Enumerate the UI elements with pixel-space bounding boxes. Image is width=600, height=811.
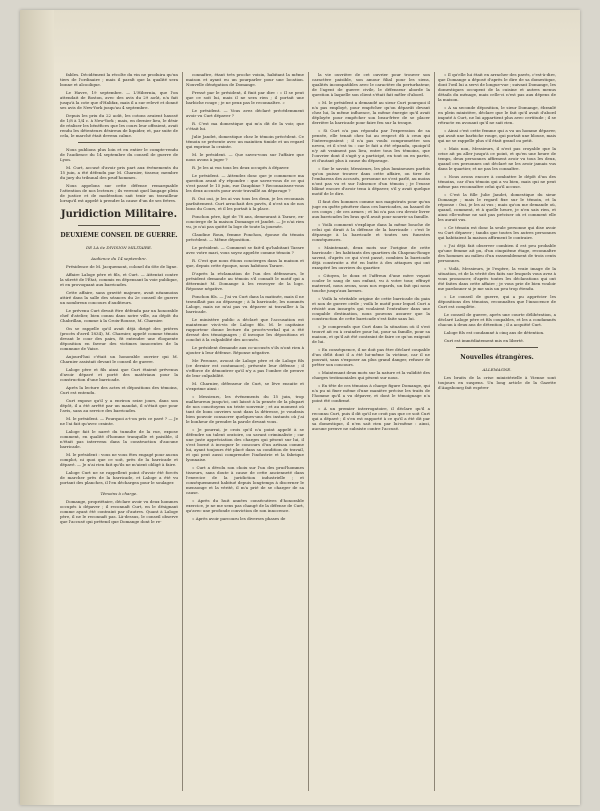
- paragraph: « Il qu'elle lui était en arracher des pavés, c'est-à-dire, que Domange a déposé d'après le dire de sa domestique, dont l'œil lui a servi de longue-vue ; suivant Domange, les domestiques occupent de la cuisine et autres menus détails du ménage, mais celle-ci n'est pas aux dépens de la maison.: [438, 72, 556, 102]
- paragraph: Pressé par le président, il finit par dire : « Il se peut que ce soit lui, mais il ne sera rien ; il portait une barbiche rouge ; je ne peux pas le reconnaître. »: [186, 90, 304, 105]
- paragraph: Claudine Roux, femme Ponchon, épouse du témoin précédent. — Même déposition.: [186, 232, 304, 242]
- paragraph: « Voilà la véritable origine de cette barricade du pain et non de guerre civile ; voilà le motif pour lequel Curt a résisté aux insurgés qui voulaient l'entraîner dans une coupable destination, nous pouvons assurer que la construction de cette barricade s'est faite sans lui.: [312, 296, 430, 321]
- paragraph: Nous publions plus loin et en entier le compte-rendu de l'audience du 14 septembre du conseil de guerre de Lyon.: [60, 147, 178, 162]
- paragraph: « A sa seconde déposition, le sieur Domange, ébranlé en plein ministère, déclare que le fait qu'il avait d'abord imputé à Curt, ne lui appartient plus avec certitude ; il se rétracte en avouant qu'il ne sait rien.: [438, 105, 556, 125]
- paragraph: Le ministère public a déclaré que l'accusation est maintenue vis-à-vis de Laloge fils. M. le capitaine rapporteur donne lecture du procès-verbal qui a été dressé des témoignages ; il invoque les dépositions et conclut à la culpabilité des accusés.: [186, 317, 304, 342]
- paragraph: M. le président : vous ne vous êtes engagé pour aucun complot, ni quoi que ce soit, près de la barricade et dépavé. — Je n'ai rien fait qu'ils ne m'aient obligé à faire.: [60, 452, 178, 467]
- paragraph: M. Curt, accusé d'avoir pris part aux événements du 15 juin, a été défendu par M. Charnier, tisseur, membre du jury du tribunal des prud'hommes.: [60, 165, 178, 180]
- paragraph: On se rappelle qu'il avait déjà dirigé des prières (procès d'avril 1834), M. Charnier, appelé comme témoin devant le cour des pairs, fit entendre une éloquente déposition en faveur des victimes innocentes de la commune de Vaise.: [60, 326, 178, 351]
- divider: [78, 142, 160, 143]
- paragraph: Laloge père et fils ainsi que Curt étaient prévenus d'avoir dépavé et porté des matériaux pour la construction d'une barricade.: [60, 367, 178, 382]
- paragraph: « En conséquence, il ne doit pas être déclaré coupable d'un délit dont il a été lui-même la victime, car il ne pouvait, sans s'exposer au plus grand danger, refuser de prêter son concours.: [312, 347, 430, 367]
- paragraph: « Maintenant deux mots sur la nature et la validité des charges testimoniales qui pèsent sur nous.: [312, 370, 430, 380]
- column-4: [438, 72, 556, 791]
- audience-date: Audience du 14 septembre.: [91, 256, 147, 261]
- paragraph: Le Havre, 19 septembre. — L'Hibernia, que l'on attendait de Boston, avec des avis du 29 août, n'a fait jusqu'à la cote que d'Halifax, mais il a sur relevé et donné ses avis de New-York jusqu'au 4 septembre.: [60, 90, 178, 110]
- divider: [78, 225, 160, 226]
- paragraph: « Citoyen, le doux et l'affreux d'une mère voyant couler le sang de son enfant, vu à votre tour, effrayé maternel, nous avons, sous nos regards, un fait qui nous touche jusqu'aux larmes.: [312, 273, 430, 293]
- paragraph: « En tête de ces témoins à charge figure Domange, qui n'a pu ni fixer même d'une manière précise les traits de l'homme qu'il a vu dépaver, et dont le témoignage n'a point été confirmé.: [312, 383, 430, 403]
- page-top-margin: [54, 10, 580, 68]
- paragraph: Me Perouze, avocat de Laloge père et de Laloge fils (ce dernier est contumace), présente leur défense ; il s'efforce de démontrer qu'il n'y a pas l'ombre de preuve de leur culpabilité.: [186, 358, 304, 378]
- paragraph: « Maintenant, deux mots sur l'origine de cette barricade : les habitants des quartiers du Chapeau-Rouge savent, d'après ce qui s'est passé, combien la barricade déjà construite a été en butte à des attaques qui ont exaspéré les ouvriers du quartier.: [312, 245, 430, 270]
- paragraph: Depuis les prix du 22 août, les cotons avaient haussé de 1/8 à 1/4 c. à New-York ; mais, en dernier lieu, le désir de réaliser les bénéfices que les cours leur offraient, avait rendu les détenteurs désireux de liquider, et, par suite de cela, le marché était devenu calme.: [60, 113, 178, 138]
- paragraph: Curt est immédiatement mis en liberté.: [444, 338, 525, 343]
- affaire-title: Affaire Laloge père et fils, et Curt. — Attentat contre la sûreté de l'État, commis en dépensant la voie publique, et en provoquant aux barricades.: [60, 272, 178, 287]
- paragraph: « Ainsi c'est cette femme qui a vu un homme dépaver, qui avait une barbiche rouge, qui portait une blouse, mais qui ne se rappelle plus s'il était grand ou petit.: [438, 128, 556, 143]
- paragraph: « Ce témoin est donc la seule personne qui dise avoir vu Curt dépaver ; tandis que toutes les autres personnes qui habitaient la maison affirment le contraire.: [438, 225, 556, 240]
- paragraph: R. C'est que nous étions concierges dans la maison et que, depuis cette époque, nous habitons Tarare.: [186, 258, 304, 268]
- column-rule: [434, 72, 435, 791]
- paragraph: Ponchon père, âgé de 78 ans, demeurant à Tarare, ex-concierge de la maison Domange et Jandet. — Je n'ai rien vu, je n'ai pas quitté la loge de toute la journée.: [186, 214, 304, 229]
- paragraph: Cette affaire, sans gravité majeure, avait néanmoins attiré dans la salle des séances du 2e conseil de guerre un nombreux concours d'auditeurs.: [60, 290, 178, 305]
- paragraph: « Je pourrai, je crois qu'il n'a point appelé à se défendre un talent oratoire, ou savant criminaliste ; car une juste appréciation des charges qui pèsent sur lui, il s'est borné à invoquer le concours d'un artisan comme lui, ayant toujours été placé dans sa condition de travail, et qui peut aussi comprendre l'industrie et la fabrique lyonnaise.: [186, 427, 304, 462]
- paragraph: fables. Décidément la récolte du vin ne produira qu'un tiers de l'ordinaire ; mais il paraît que la qualité sera bonne et alcoolique.: [60, 72, 178, 87]
- newspaper-page: [20, 10, 580, 805]
- paragraph: Julie Jandet, domestique chez le témoin précédent. Ce témoin se présente avec un maintien timide et un regard qui exprime la crainte.: [186, 134, 304, 149]
- paragraph: « J'ai déjà fait observer combien il est peu probable qu'une femme ait pu, d'un cinquième étage, reconnaître des hommes au milieu d'un rassemblement de trois cents personnes.: [438, 243, 556, 263]
- paragraph: « Nous avons encore à combattre le dépôt d'un des témoins, car d'un témoin qui a vu bien, mais qui ne peut même pas reconnaître celui qu'il accuse.: [438, 174, 556, 189]
- paragraph: « Après avoir parcouru les diverses phases de: [192, 516, 286, 521]
- paragraph: Aujourd'hui c'était un honorable ouvrier qui M. Charnier assistait devant le conseil de guerre.: [60, 354, 178, 364]
- paragraph: Le président demande aux co-accusés s'ils n'ont rien à ajouter à leur défense. Réponse négative.: [186, 345, 304, 355]
- paragraph: Domange, propriétaire, déclare avoir vu deux hommes occupés à dépaver ; il reconnaît Curt, en le désignant comme ayant été contraint par d'autres. Quant à Laloge père, il ne le reconnaît pas. Là-dessus, le conseil observe que l'accusé qui prétend que Domange dont le re-: [60, 499, 178, 524]
- column-1: [60, 72, 178, 791]
- paragraph: la vie ouvrière de cet ouvrier pour trouver son caractère paisible, son amour filial pour les siens, qualités incompatibles avec le caractère du perturbateur, de l'agent de guerre civile, le défenseur aborde la question à laquelle son client s'était fait mêler d'abord.: [312, 72, 430, 97]
- paragraph: « Je comprends que Curt dans la situation où il s'est trouvé ait eu à craindre pour lui, pour sa famille, pour sa maison, et qu'il ait été contraint de faire ce qu'on exigeait de lui.: [312, 324, 430, 344]
- paragraph: Le président. — Attendez donc que je commence ma question avant d'y répondre : que savez-vous de ce qui s'est passé le 15 juin, rue Dauphine ? Reconnaissez-vous les deux accusés pour avoir travaillé au dépavage ?: [186, 173, 304, 193]
- column-rule: [182, 72, 183, 791]
- paragraph: Ponchon fils. — J'ai vu Curt dans la matinée, mais il ne travaillait pas au dépavage ; à la barricade, les nommés Laloge, mais ne m'ai pas vu dépaver ni travailler à la barricade.: [186, 294, 304, 314]
- paragraph: Il faut des hommes comme nos magistrats pour qu'un juge en quête pénétrer dans ces barricades, au hasard de ces coups ; de ces armes ; et lui n'a pas cru devoir livrer aux barricades les bras qu'il avait pour nourrir sa famille.: [312, 199, 430, 219]
- divider: [456, 347, 538, 348]
- presidence: Présidence de M. Jacquemont, colonel du 68e de ligne.: [66, 264, 178, 269]
- paragraph: connaître, étant très proche voisin, habitant la même maison et ayant eu un pourparler pour une location. Nouvelle dénégation de Domange.: [186, 72, 304, 87]
- paragraph: Le président. — Vous avez déclaré précédemment avoir vu Curt dépaver ?: [186, 108, 304, 118]
- paragraph: Les bruits de la crise ministérielle à Vienne sont toujours en suspens. Un long article de la Gazette d'Augsbourg fait espérer: [438, 375, 556, 390]
- temoins-heading: Témoins à charge.: [100, 491, 138, 496]
- paragraph: « C'est la fille Julie Jandet, domestique du sieur Domange ; mais le regard fixe sur le témoin, et la réponse : Oui, je les ai vus ; mais qu'on me demande où, quand, comment, et à quelle heure, je n'en sais rien, et ainsi elle-même ne sait pas préciser où et comment elle les aurait vus.: [438, 192, 556, 222]
- paragraph: Laloge Curt ne se rappellent point d'avoir été forcés de marcher près de la barricade, et Laloge a été vu portant des planches, il l'en déchargea pour le soulager.: [60, 470, 178, 485]
- paragraph: R. Oui oui, je les ai vus tous les deux, je les reconnais parfaitement. Curt arrachait des pavés, il n'est un de nos bons du Cours, et il les portait à la place.: [186, 196, 304, 211]
- news-heading: Nouvelles étrangères.: [460, 354, 534, 361]
- column-3: [312, 72, 430, 791]
- paragraph: « Le conseil de guerre, qui a pu apprécier les dépositions des témoins, reconnaîtra que l'innocence de Curt est complète.: [438, 294, 556, 309]
- section-subheading-division: DE LA 6e DIVISION MILITAIRE.: [85, 245, 153, 250]
- paragraph: D'après la réclamation de l'un des défenseurs, le président demande au témoin s'il connaît le motif qui a déterminé M. Domange à les renvoyer de la loge. Réponse négative.: [186, 271, 304, 291]
- paragraph: « M. le président a demandé au sieur Curt pourquoi il n'a pas employé, pour empêcher qu'on dépavât devant chez lui, la même influence, la même énergie qu'il avait déployée pour empêcher son beau-frère de se placer derrière la barricade pour faire feu sur la troupe.: [312, 100, 430, 125]
- section-subheading: DEUXIÈME CONSEIL DE GUERRE.: [60, 232, 178, 239]
- paragraph: « Après du huit années consécutives d'honorable exercice, je ne me sens pas changé de la défense de Curt, qu'avec une profonde conviction de son innocence.: [186, 498, 304, 513]
- paragraph: « Curt a dévolu son choix sur l'un des prud'hommes tisseurs, sans doute à cause de cette ancienneté dans l'exercice de la juridiction industrielle ; et conséquemment habitué depuis longtemps à discerner le mensonge et la vérité, il m'a prié de se charger de sa cause.: [186, 465, 304, 495]
- paragraph: « Mais non, Messieurs, il n'est pas croyable que la crise ait pu aller jusqu'à ce point, et qu'en une heure de temps, deux personnes affirment avoir vu tous les deux, quand ces personnes ont déclaré ne les avoir jamais vus dans le quartier, et ne pas les connaître.: [438, 146, 556, 171]
- paragraph: Nous appelons sur cette défense remarquable l'attention de nos lecteurs ; ils verront quel langage plein de justice et de modération sait tenir un travailleur lorsqu'il est appelé à prendre la cause d'un de ses frères.: [60, 183, 178, 203]
- paragraph: Curt expose qu'il y a environ seize jours, dans son dépôt, il a été arrêté par un mandat, il n'était que pour l'avis, sans au service des barricades.: [60, 398, 178, 413]
- paragraph: « Voilà, Messieurs, je l'espère, la vraie image de la situation, et de la vérité des faits sur lesquels vous avez à vous prononcer, d'après toutes les déclarations qui ont été faites dans cette affaire ; je vous prie de bien vouloir me pardonner si je me suis un peu trop étendu.: [438, 266, 556, 291]
- news-country: ALLEMAGNE.: [482, 367, 512, 372]
- paragraph: M. le président. — Que savez-vous sur l'affaire que nous avons à juger ?: [186, 152, 304, 162]
- paragraph: R. C'est ma domestique qui m'a dit de la voir, que c'était lui.: [186, 121, 304, 131]
- section-heading: Juridiction Militaire.: [60, 209, 178, 220]
- paragraph: M. le président. — Pourquoi a-t-on pris ce pavé ? — Je ne l'ai fait qu'avec crainte.: [60, 416, 178, 426]
- paragraph: « A un premier interrogatoire, il déclare qu'il a reconnu Curt, puis il dit qu'il ne croit pas que ce soit Curt qui a dépavé ; il s'en est rapporté à ce qu'il a été dit par sa domestique, il n'en sait rien par lui-même : ainsi, aucune preuve ne subsiste contre l'accusé.: [312, 406, 430, 431]
- paragraph: Laloge fils est condamné à cinq ans de détention.: [444, 330, 545, 335]
- paragraph: M. Charnier, défenseur de Curt, se lève ensuite et s'exprime ainsi :: [186, 381, 304, 391]
- paragraph: Laloge fait le narré du tumulte de la rue, expose comment, en qualité d'homme tranquille et paisible, il n'était pas intervenu dans la construction d'aucune barricade.: [60, 429, 178, 449]
- paragraph: Le conseil de guerre, après une courte délibération, a déclaré Laloge père et fils coupables, et les a condamnés chacun à deux ans de détention ; il a acquitté Curt.: [438, 312, 556, 327]
- column-2: [186, 72, 304, 791]
- paragraph: « Si Curt n'a pas répondu par l'expression de sa pensée, elle tenait chez lui au respect dû à ceux qui l'interrogeaient ; il n'a pas voulu compromettre son neveu, et il s'est tu : car le fait a été répandu, quoiqu'il n'y ait vraiment pas lieu, entre tous les témoins, que l'ouvrier dont il s'agit y a participé, en tout ou en partie, et d'autant plus à cause du dépavage.: [312, 128, 430, 163]
- paragraph: Après la lecture des actes et dépositions des témoins, Curt est entendu.: [60, 385, 178, 395]
- paragraph: R. Je les ai vus tous les deux occupés à dépaver.: [192, 165, 290, 170]
- paragraph: Le président. — Comment se fait-il qu'habitant Tarare avec votre mari, vous soyez appelée comme témoin ?: [186, 245, 304, 255]
- paragraph: « Sur le savoir, Messieurs, les plus lumineuses parfois qu'on puisse trouver dans cette affaire, on tirer de l'embarras des accusés, personne ne s'est parlé, au moins n'ont pas vu et sur l'absence d'un témoin ; je l'eusse blâmé encore d'avoir tenu à dépaver, s'il y avait quelque motif de le dire.: [312, 166, 430, 196]
- paragraph: Le prévenu Curt devait être défendu par un honorable chef d'atelier, bien connu dans notre ville, au dépôt du Chabrillan, comme à la Croix-Rousse, M. Charnier.: [60, 308, 178, 323]
- paragraph: « Messieurs, les événements du 15 juin, trop malheureux jusqu'ici, ont laissé à la pensée de la plupart de nos concitoyens un triste souvenir ; et au moment où tant de bons ouvriers sont dans la détresse, je voudrais bien pouvoir consacrer quelques-uns des instants où j'ai le bonheur de prendre la parole devant vous.: [186, 394, 304, 424]
- column-rule: [308, 72, 309, 791]
- paragraph: « Voilà comment s'explique dans la même bouche de celui qui dirait à la défense de la barricade : c'est le dépavage à la barricade et toutes ses funestes conséquences.: [312, 222, 430, 242]
